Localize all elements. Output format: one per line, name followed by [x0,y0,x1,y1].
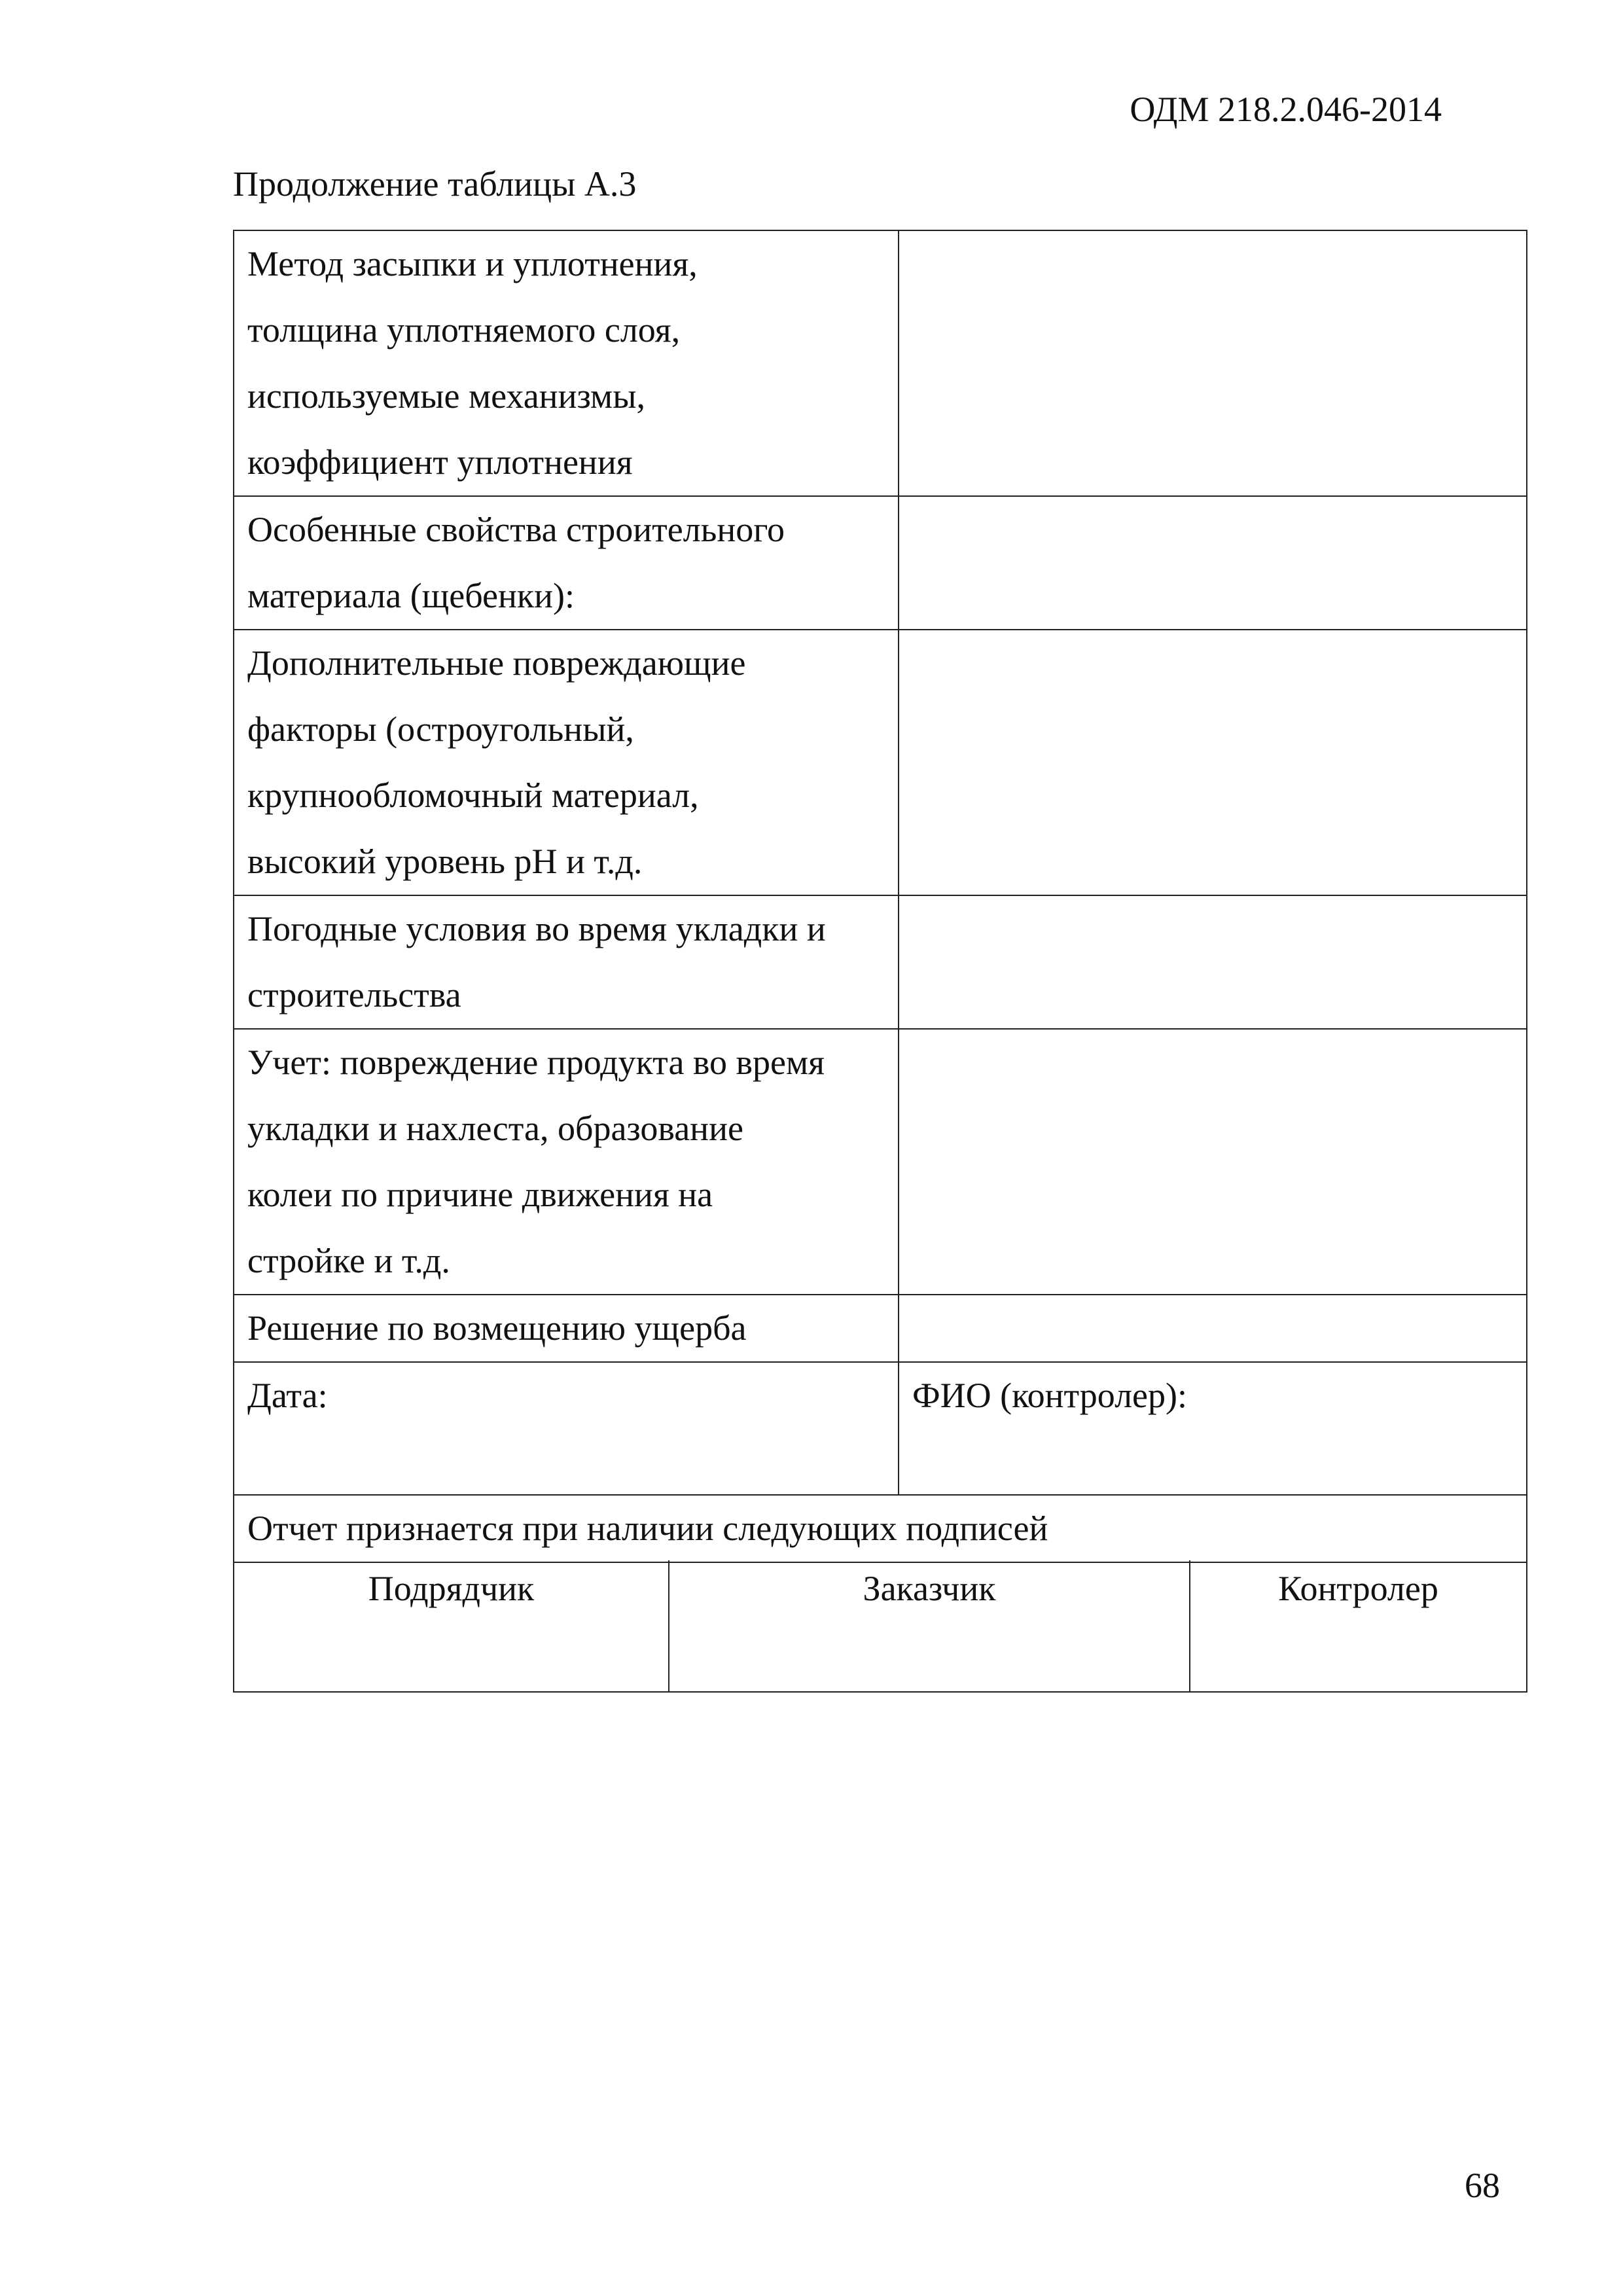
table-row [234,1295,1527,1362]
label-line: коэффициент уплотнения [247,442,633,482]
label-line: Дополнительные повреждающие [247,643,746,683]
signature-contractor: Подрядчик [234,1560,669,1692]
table-row [234,1495,1527,1562]
row-label-material-properties [234,496,899,630]
label-line: используемые механизмы, [247,376,646,416]
signatures-note: Отчет признается при наличии следующих подписей [234,1495,1527,1562]
row-value-compaction-method [899,230,1527,496]
row-value-weather-conditions [899,895,1527,1029]
label-line: Решение по возмещению ущерба [247,1308,747,1348]
label-line: высокий уровень pH и т.д. [247,842,643,881]
signature-controller: Контролер [1190,1560,1527,1692]
date-field-label: Дата: [234,1362,899,1495]
label-line: стройке и т.д. [247,1241,450,1280]
table-row [234,496,1527,630]
table-row [234,895,1527,1029]
signatures-table [233,1560,1527,1693]
label-line: факторы (остроугольный, [247,709,634,749]
controller-name-field-label: ФИО (контролер): [899,1362,1527,1495]
row-value-damaging-factors [899,630,1527,895]
row-label-compaction-method [234,230,899,496]
row-label-damage-accounting [234,1029,899,1295]
label-line: строительства [247,975,461,1014]
table-row [234,630,1527,895]
label-line: укладки и нахлеста, образование [247,1109,743,1148]
table-caption: Продолжение таблицы А.3 [233,164,637,204]
label-line: Учет: повреждение продукта во время [247,1043,825,1082]
table-row [234,1029,1527,1295]
signature-customer: Заказчик [669,1560,1190,1692]
row-label-damaging-factors [234,630,899,895]
table-row [234,230,1527,496]
label-line: толщина уплотняемого слоя, [247,310,681,350]
table-row [234,1362,1527,1495]
label-line: Метод засыпки и уплотнения, [247,244,698,283]
row-label-weather-conditions [234,895,899,1029]
row-value-damage-accounting [899,1029,1527,1295]
label-line: Погодные условия во время укладки и [247,909,826,948]
row-label-damage-compensation [234,1295,899,1362]
label-line: материала (щебенки): [247,576,575,615]
row-value-material-properties [899,496,1527,630]
row-value-damage-compensation [899,1295,1527,1362]
page-number: 68 [1465,2166,1500,2205]
label-line: крупнообломочный материал, [247,776,699,815]
inspection-form-table [233,230,1527,1563]
table-row [234,1560,1527,1692]
label-line: Особенные свойства строительного [247,510,785,549]
document-code: ОДМ 218.2.046-2014 [1130,90,1442,129]
label-line: колеи по причине движения на [247,1175,713,1214]
